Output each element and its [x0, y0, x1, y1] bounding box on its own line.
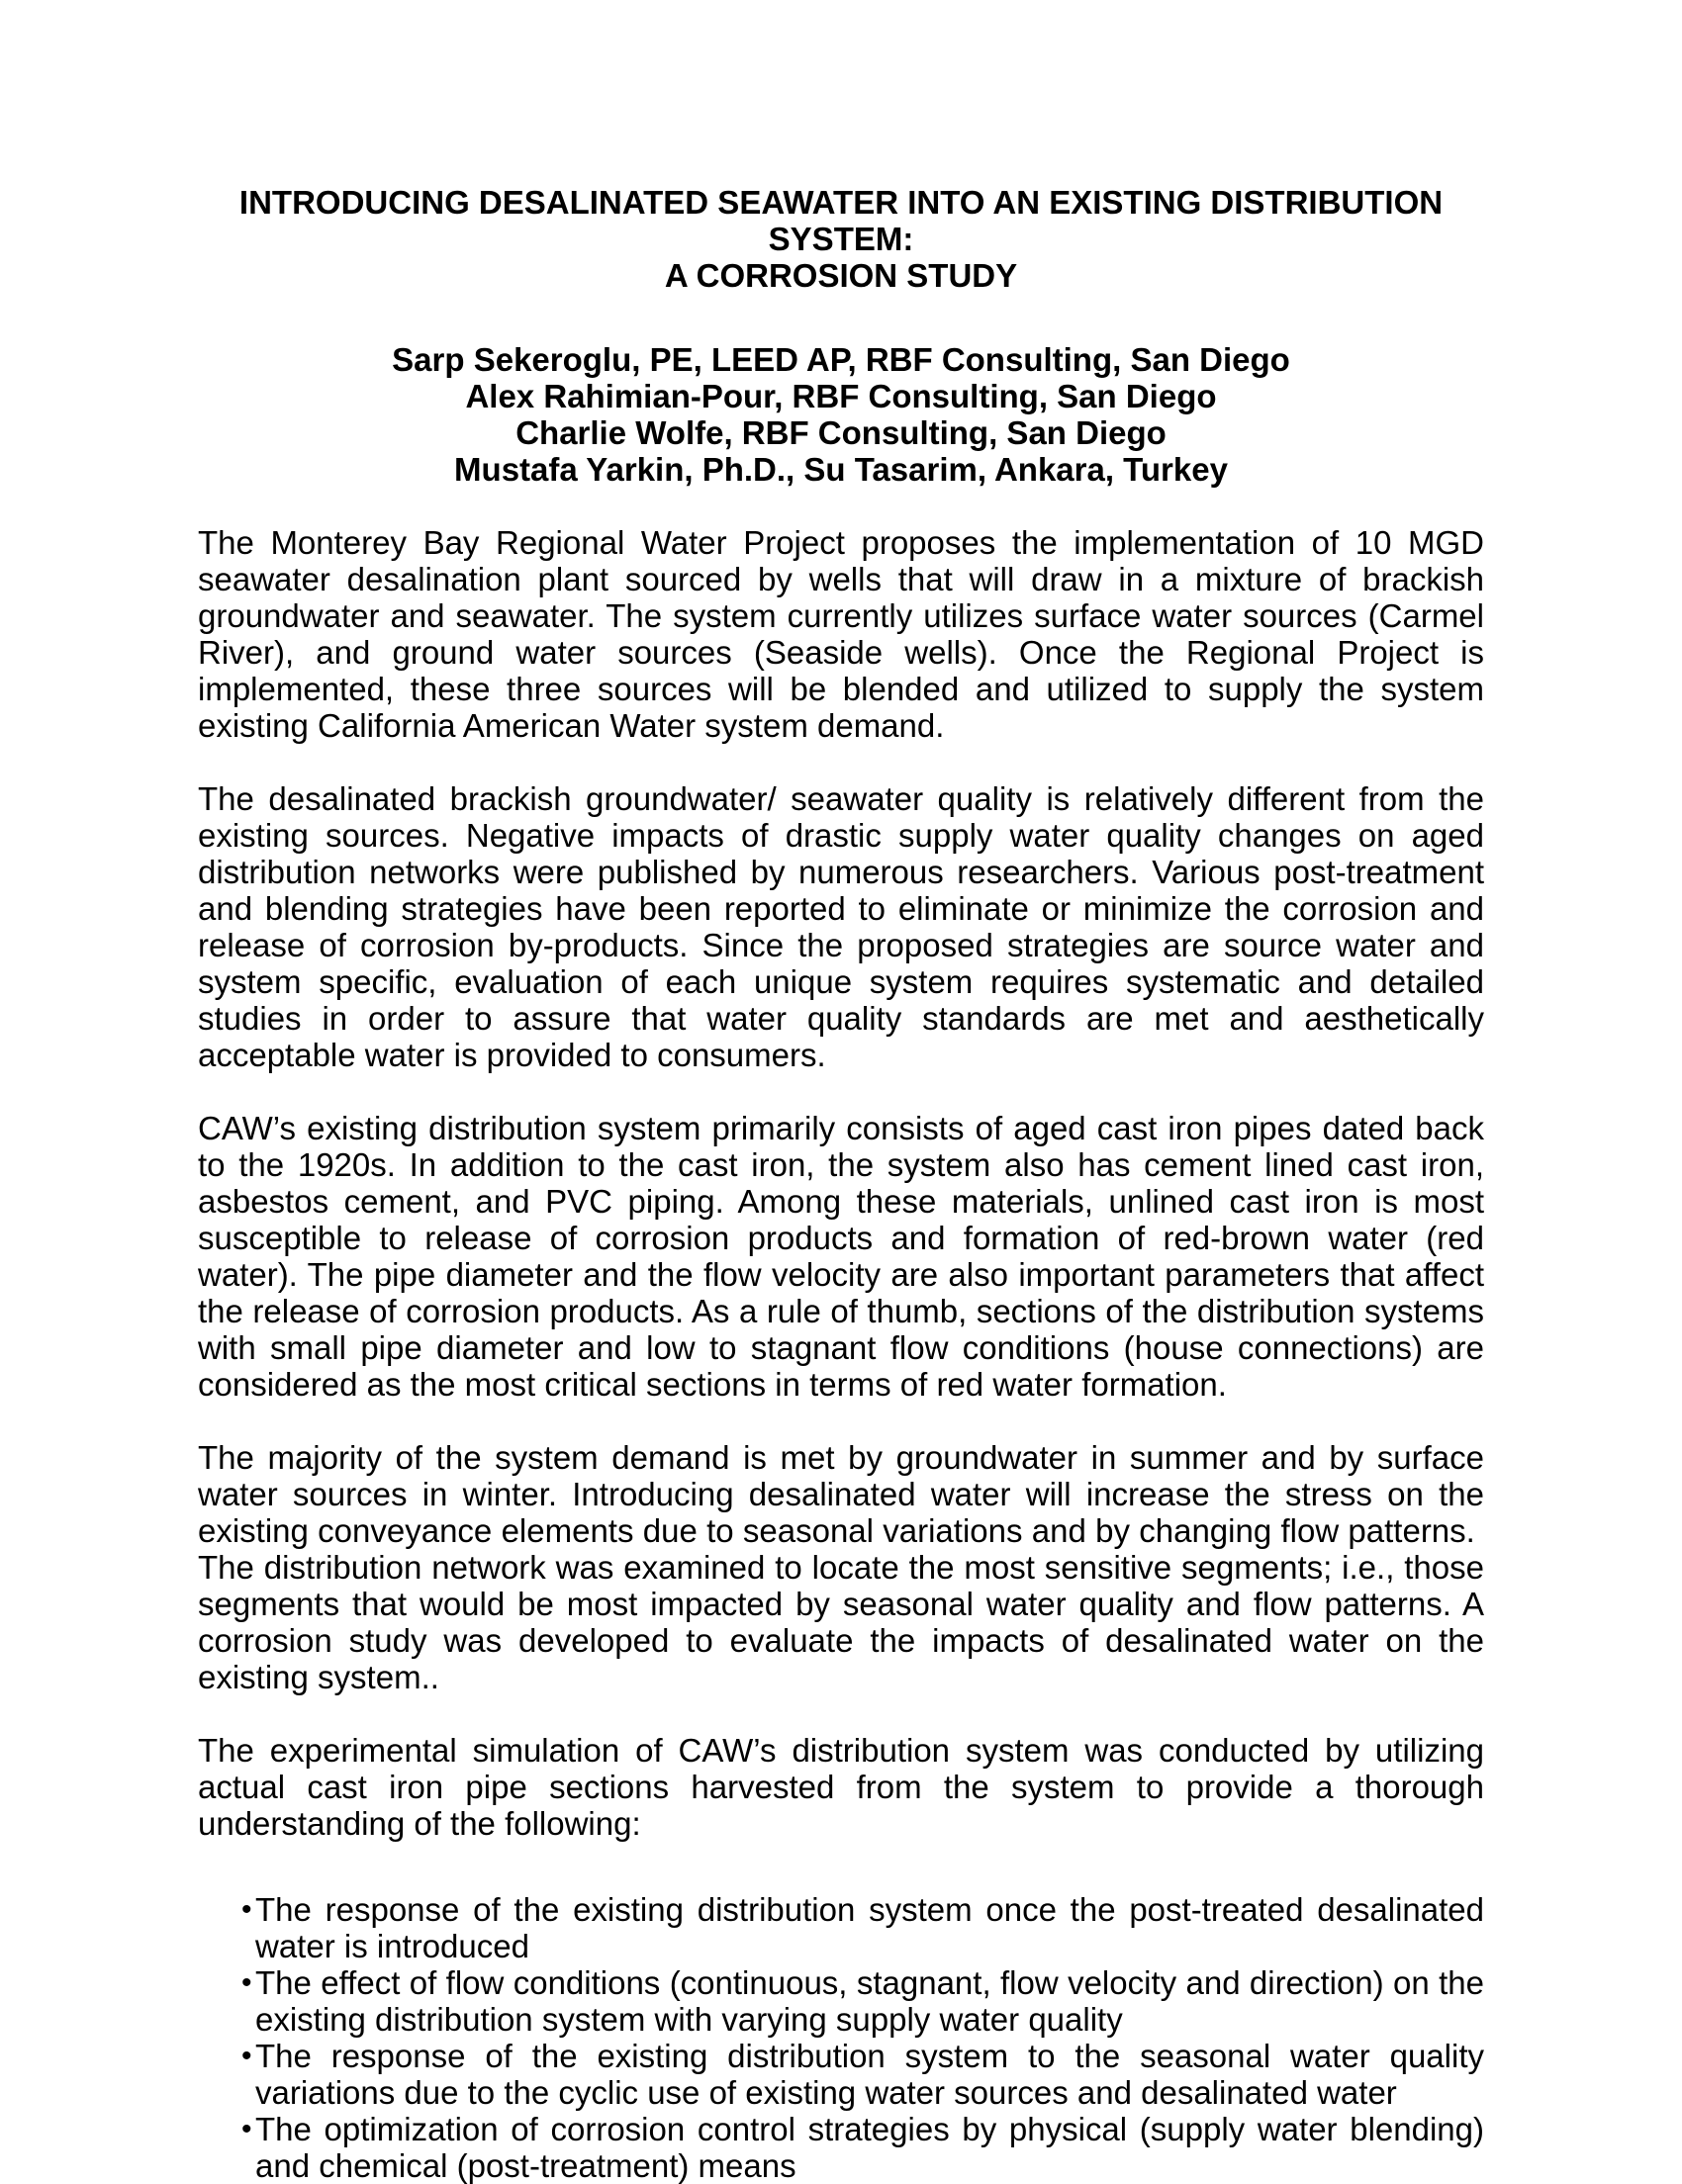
list-item-3 [198, 2038, 1484, 2111]
bullet-icon: • [241, 1966, 252, 1999]
paragraph-1: The Monterey Bay Regional Water Project proposes the implementation of 10 MGD seawater desalination plant sourced by wells that will draw in a mixture of brackish groundwater and seawater. The system currently utilizes surface water sources (Carmel River), and ground water sources (Seaside wells). Once the Regional Project is implemented, these three sources will be blended and utilized to supply the system existing California American Water system demand. [198, 524, 1484, 744]
bullet-icon: • [241, 1893, 252, 1926]
paragraph-5: The experimental simulation of CAW’s distribution system was conducted by utilizing actual cast iron pipe sections harvested from the system to provide a thorough understanding of the following: [198, 1732, 1484, 1842]
list-item-4 [198, 2111, 1484, 2184]
bullet-icon: • [241, 2113, 252, 2145]
paper-title-line-2: A CORROSION STUDY [664, 257, 1018, 294]
list-item-1 [198, 1891, 1484, 1964]
paper-title-line-1: INTRODUCING DESALINATED SEAWATER INTO AN EXISTING DISTRIBUTION SYSTEM: [238, 184, 1444, 257]
bullet-list [198, 1891, 1484, 2184]
paragraph-2: The desalinated brackish groundwater/ seawater quality is relatively different from the existing sources. Negative impacts of drastic supply water quality changes on aged distribution networks were published by numerous researchers. Various post-treatment and blending strategies have been reported to eliminate or minimize the corrosion and release of corrosion by-products. Since the proposed strategies are source water and system specific, evaluation of each unique system requires systematic and detailed studies in order to assure that water quality standards are met and aesthetically acceptable water is provided to consumers. [198, 780, 1484, 1073]
author-line-2: Alex Rahimian-Pour, RBF Consulting, San Diego [465, 378, 1217, 414]
paper-title [198, 184, 1484, 294]
list-item-2 [198, 1964, 1484, 2038]
list-item-2-text: The effect of flow conditions (continuous, stagnant, flow velocity and direction) on the existing distribution system with varying supply water quality [255, 1964, 1484, 2038]
list-item-3-text: The response of the existing distribution system to the seasonal water quality variations due to the cyclic use of existing water sources and desalinated water [255, 2038, 1484, 2111]
paragraph-3: CAW’s existing distribution system primarily consists of aged cast iron pipes dated back to the 1920s. In addition to the cast iron, the system also has cement lined cast iron, asbestos cement, and PVC piping. Among these materials, unlined cast iron is most susceptible to release of corrosion products and formation of red-brown water (red water). The pipe diameter and the flow velocity are also important parameters that affect the release of corrosion products. As a rule of thumb, sections of the distribution systems with small pipe diameter and low to stagnant flow conditions (house connections) are considered as the most critical sections in terms of red water formation. [198, 1110, 1484, 1403]
author-block [198, 341, 1484, 488]
author-line-1: Sarp Sekeroglu, PE, LEED AP, RBF Consulting, San Diego [392, 341, 1290, 378]
paragraph-4: The majority of the system demand is met by groundwater in summer and by surface water sources in winter. Introducing desalinated water will increase the stress on the existing conveyance elements due to seasonal variations and by changing flow patterns. The distribution network was examined to locate the most sensitive segments; i.e., those segments that would be most impacted by seasonal water quality and flow patterns. A corrosion study was developed to evaluate the impacts of desalinated water on the existing system.. [198, 1439, 1484, 1695]
list-item-4-text: The optimization of corrosion control strategies by physical (supply water blending) and chemical (post-treatment) means [255, 2111, 1484, 2184]
list-item-1-text: The response of the existing distribution system once the post-treated desalinated water is introduced [255, 1891, 1484, 1964]
author-line-3: Charlie Wolfe, RBF Consulting, San Diego [515, 414, 1167, 451]
author-line-4: Mustafa Yarkin, Ph.D., Su Tasarim, Ankara, Turkey [454, 451, 1228, 488]
bullet-icon: • [241, 2040, 252, 2072]
